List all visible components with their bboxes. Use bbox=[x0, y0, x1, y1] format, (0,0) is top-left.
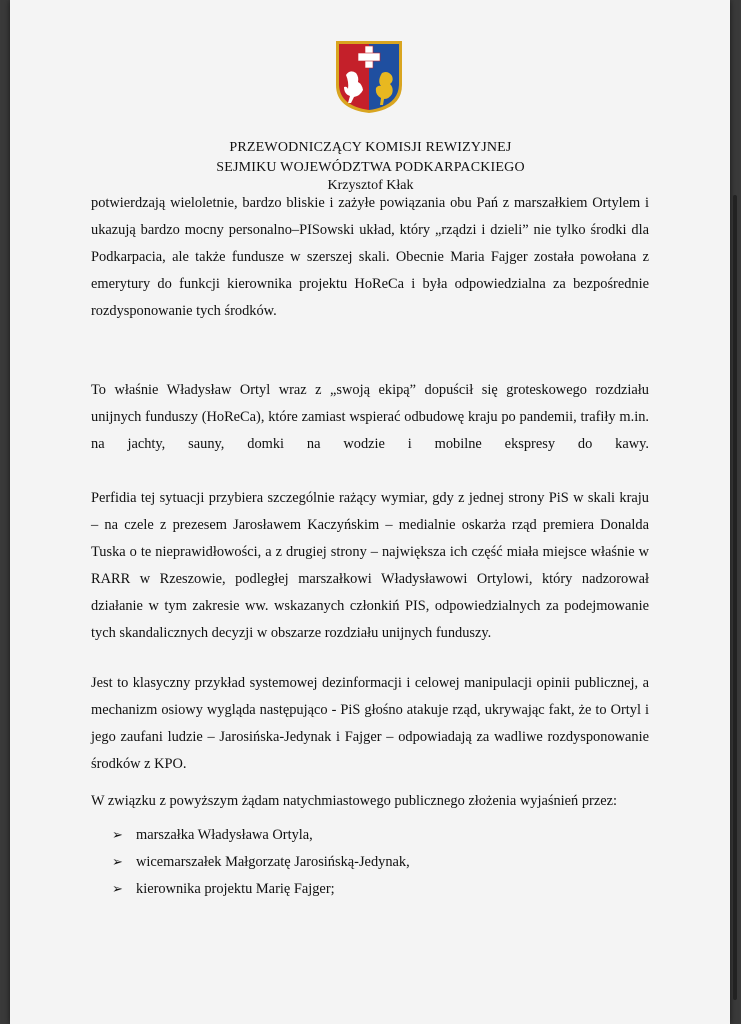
arrow-bullet-icon: ➢ bbox=[112, 882, 123, 897]
paragraph-5: W związku z powyższym żądam natychmiastowego publicznego złożenia wyjaśnień przez: bbox=[91, 793, 617, 809]
list-item: ➢ kierownika projektu Marię Fajger; bbox=[112, 876, 632, 903]
coat-of-arms-icon bbox=[334, 39, 404, 115]
paragraph-1: potwierdzają wieloletnie, bardzo bliskie i zażyłe powiązania obu Pań z marszałkiem Ortylem i ukazują bardzo mocny personalno–PISowski układ, który „rządzi i dzieli” nie tylko środki dla Podkarpacia, ale także fundusze w szerszej skali. Obecnie Maria Fajger została powołana z emerytury do funkcji kierownika projektu HoReCa i była odpowiedzialna za bezpośrednie rozdysponowanie tych środków. bbox=[91, 195, 649, 319]
header-title-line1: PRZEWODNICZĄCY KOMISJI REWIZYJNEJ bbox=[229, 140, 512, 155]
demand-list bbox=[112, 822, 632, 903]
arrow-bullet-icon: ➢ bbox=[112, 855, 123, 870]
list-item: ➢ wicemarszałek Małgorzatę Jarosińską-Jedynak, bbox=[112, 849, 632, 876]
paragraph-4: Jest to klasyczny przykład systemowej dezinformacji i celowej manipulacji opinii publicznej, a mechanizm osiowy wygląda następująco - PiS głośno atakuje rząd, ukrywając fakt, że to Ortyl i jego zaufani ludzie – Jarosińska-Jedynak i Fajger – odpowiadają za wadliwe rozdysponowanie środków z KPO. bbox=[91, 675, 649, 772]
header-title-line2: SEJMIKU WOJEWÓDZTWA PODKARPACKIEGO bbox=[216, 160, 525, 175]
list-item: ➢ marszałka Władysława Ortyla, bbox=[112, 822, 632, 849]
paragraph-3: Perfidia tej sytuacji przybiera szczególnie rażący wymiar, gdy z jednej strony PiS w skali kraju – na czele z prezesem Jarosławem Kaczyńskim – medialnie oskarża rząd premiera Donalda Tuska o te nieprawidłowości, a z drugiej strony – największa ich część miała miejsce właśnie w RARR w Rzeszowie, podległej marszałkowi Władysławowi Ortylowi, który nadzorował działanie w tym zakresie ww. wskazanych członkiń PIS, odpowiedzialnych za podejmowanie tych skandalicznych decyzji w obszarze rozdziału unijnych funduszy. bbox=[91, 490, 649, 641]
header-author: Krzysztof Kłak bbox=[327, 178, 414, 193]
arrow-bullet-icon: ➢ bbox=[112, 828, 123, 843]
paragraph-2: To właśnie Władysław Ortyl wraz z „swoją ekipą” dopuścił się groteskowego rozdziału unijnych funduszy (HoReCa), które zamiast wspierać odbudowę kraju po pandemii, trafiły m.in. na jachty, sauny, domki na wodzie i mobilne ekspresy do kawy. bbox=[91, 382, 649, 452]
scrollbar[interactable] bbox=[733, 195, 737, 1000]
